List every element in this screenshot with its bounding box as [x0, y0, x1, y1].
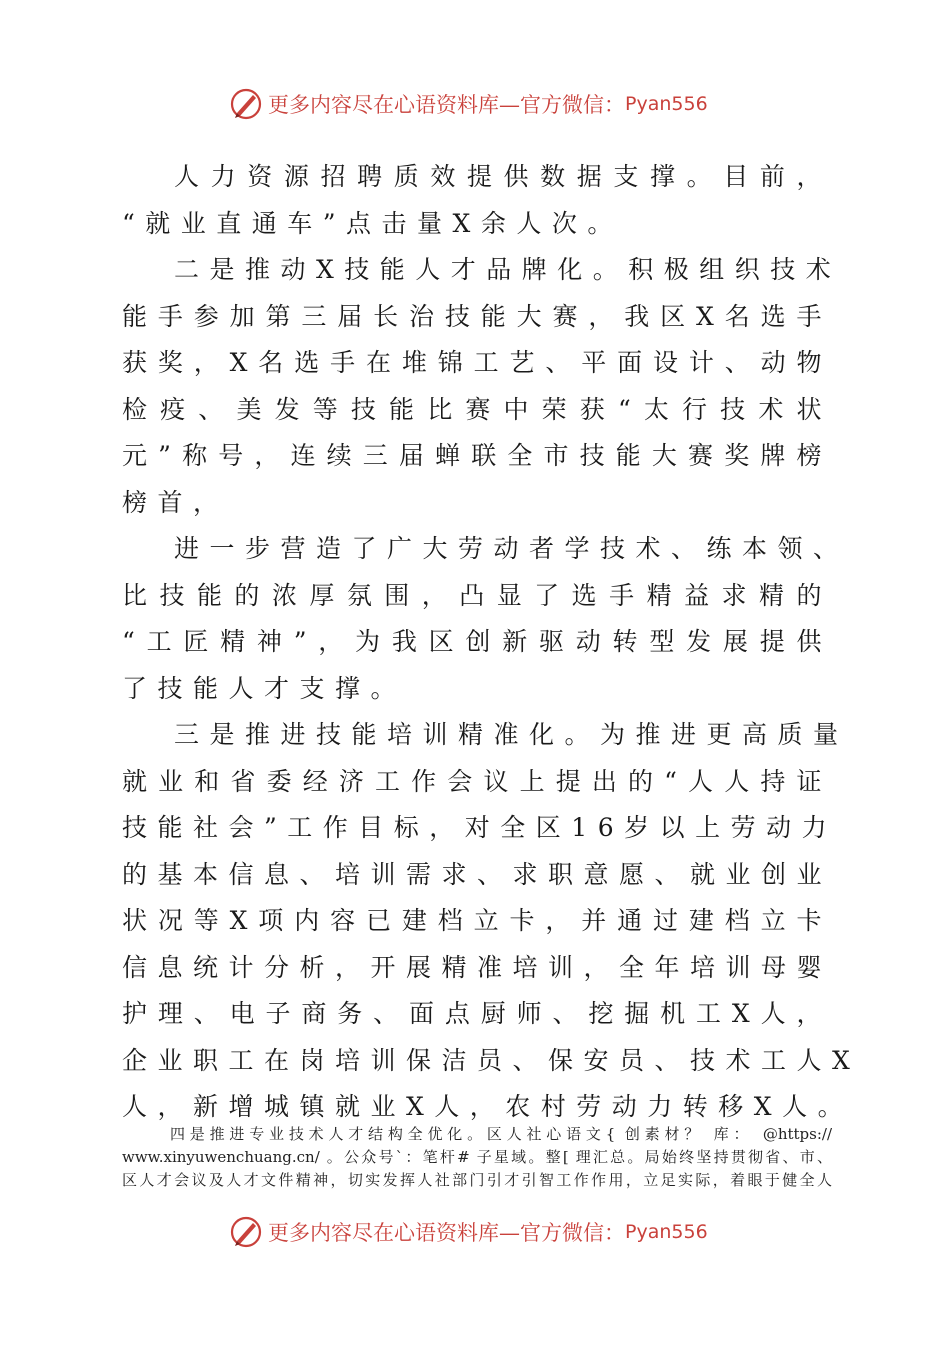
text-line: “工匠精神”，为我区创新驱动转型发展提供 — [122, 627, 832, 656]
text-line: 的基本信息、培训需求、求职意愿、就业创业 — [122, 859, 833, 889]
header-banner — [228, 84, 748, 124]
text-line: 三是推进技能培训精准化。为推进更高质量 — [174, 720, 849, 749]
text-line: 检疫、美发等技能比赛中荣获“太行技术状 — [122, 394, 832, 424]
small-text-line: 区人才会议及人才文件精神，切实发挥人社部门引才引智工作作用，立足实际，着眼于健全人 — [122, 1171, 832, 1189]
text-line: 技能社会”工作目标，对全区16岁以上劳动力 — [122, 813, 838, 842]
text-line: 人力资源招聘质效提供数据支撑。目前， — [174, 162, 832, 191]
text-line: 二是推动X技能人才品牌化。积极组织技术 — [174, 255, 842, 284]
banner-wechat-id: Pyan556 — [625, 93, 708, 115]
text-line: 信息统计分析，开展精准培训，全年培训母婴 — [122, 952, 833, 982]
pen-logo-icon — [228, 1214, 264, 1250]
small-text-line: 四是推进专业技术人才结构全优化。区人社心语文{ 创素材？ 库： @https:// — [170, 1125, 832, 1143]
small-text-line: www.xinyuwenchuang.cn/ 。公众号`：笔杆# 子星域。整[ 理汇总。局始终坚持贯彻省、市、 — [122, 1148, 832, 1166]
document-body — [122, 154, 861, 1131]
text-line: 元”称号，连续三届蝉联全市技能大赛奖牌榜 — [122, 441, 832, 470]
text-line: 获奖，X名选手在堆锦工艺、平面设计、动物 — [122, 348, 832, 377]
text-line: 就业和省委经济工作会议上提出的“人人持证 — [122, 766, 832, 796]
banner-text: 更多内容尽在心语资料库—官方微信： — [268, 1221, 625, 1245]
text-line: 比技能的浓厚氛围，凸显了选手精益求精的 — [122, 580, 832, 610]
text-line: 人，新增城镇就业X人，农村劳动力转移X人。 — [122, 1092, 854, 1121]
text-line: 护理、电子商务、面点厨师、挖掘机工X人， — [122, 999, 832, 1028]
pen-logo-icon — [228, 86, 264, 122]
text-line: 状况等X项内容已建档立卡，并通过建档立卡 — [122, 906, 832, 935]
footer-banner — [228, 1212, 748, 1252]
banner-text: 更多内容尽在心语资料库—官方微信： — [268, 93, 625, 117]
text-line: 了技能人才支撑。 — [122, 673, 407, 703]
text-line: “就业直通车”点击量X余人次。 — [122, 208, 623, 238]
text-line: 榜首， — [122, 487, 229, 517]
text-line: 进一步营造了广大劳动者学技术、练本领、 — [174, 534, 849, 563]
text-line: 能手参加第三届长治技能大赛，我区X名选手 — [122, 301, 832, 331]
small-print-paragraph — [122, 1123, 832, 1192]
banner-wechat-id: Pyan556 — [625, 1221, 708, 1243]
text-line: 企业职工在岗培训保洁员、保安员、技术工人X — [122, 1045, 861, 1075]
